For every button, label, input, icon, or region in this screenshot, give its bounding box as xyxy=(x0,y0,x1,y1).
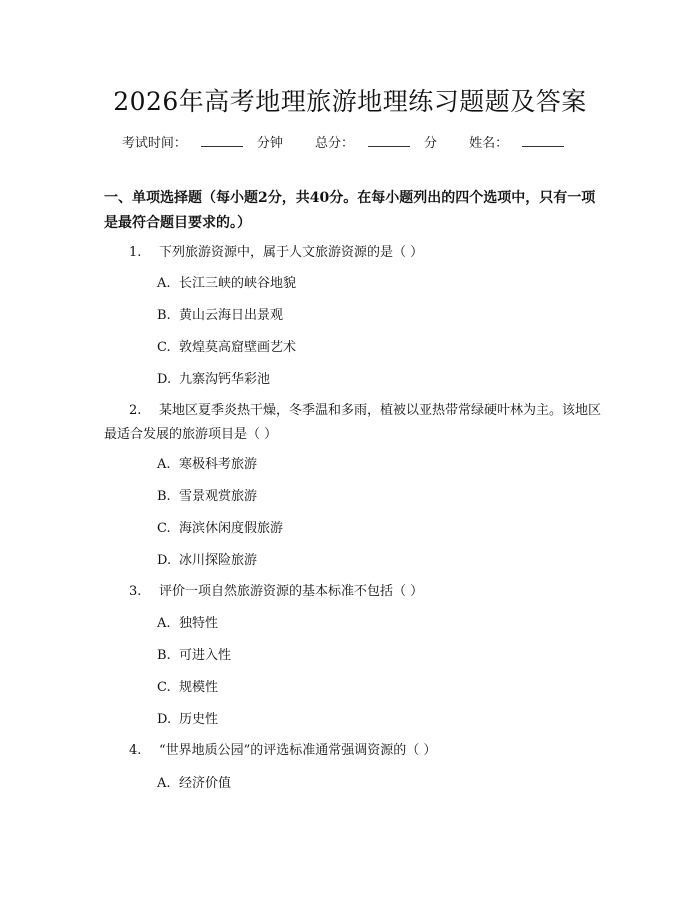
option-letter: D. xyxy=(157,553,172,568)
option-text: 雪景观赏旅游 xyxy=(179,489,258,504)
option-text: 经济价值 xyxy=(179,776,232,791)
question-text: “世界地质公园”的评选标准通常强调资源的（ ） xyxy=(159,743,437,758)
option-letter: C. xyxy=(157,680,171,695)
option-1c xyxy=(157,339,296,357)
question-number: 2. xyxy=(129,403,142,418)
option-2c xyxy=(157,520,283,538)
section-heading: 一、单项选择题（每小题2分，共40分。在每小题列出的四个选项中，只有一项是最符合题目要求的。） xyxy=(104,190,596,231)
option-letter: A. xyxy=(157,616,171,631)
option-3c xyxy=(157,679,218,697)
question-text: 下列旅游资源中，属于人文旅游资源的是（ ） xyxy=(159,245,424,260)
score-unit: 分 xyxy=(424,136,438,151)
option-text: 独特性 xyxy=(179,616,219,631)
option-letter: C. xyxy=(157,340,171,355)
time-blank xyxy=(201,134,243,147)
option-letter: D. xyxy=(157,712,172,727)
score-label: 总分： xyxy=(314,136,354,151)
option-letter: A. xyxy=(157,776,171,791)
time-unit: 分钟 xyxy=(256,136,283,151)
name-blank xyxy=(522,134,564,147)
option-letter: B. xyxy=(157,648,171,663)
option-text: 黄山云海日出景观 xyxy=(179,308,284,323)
question-1 xyxy=(104,241,604,265)
score-blank xyxy=(368,134,410,147)
question-2 xyxy=(104,399,604,447)
question-3 xyxy=(104,580,604,604)
option-letter: B. xyxy=(157,489,171,504)
option-2d xyxy=(157,552,257,570)
option-text: 海滨休闲度假旅游 xyxy=(179,521,284,536)
option-4a xyxy=(157,775,231,793)
question-text: 某地区夏季炎热干燥，冬季温和多雨，植被以亚热带常绿硬叶林为主。该地区最适合发展的旅游项目是（ ） xyxy=(104,403,602,442)
option-text: 长江三峡的峡谷地貌 xyxy=(179,276,297,291)
option-text: 可进入性 xyxy=(179,648,232,663)
option-letter: C. xyxy=(157,521,171,536)
exam-meta xyxy=(0,132,700,151)
option-text: 寒极科考旅游 xyxy=(179,457,258,472)
option-letter: A. xyxy=(157,457,171,472)
option-text: 冰川探险旅游 xyxy=(179,553,258,568)
option-text: 历史性 xyxy=(179,712,219,727)
time-label: 考试时间： xyxy=(121,136,187,151)
option-letter: B. xyxy=(157,308,171,323)
option-text: 规模性 xyxy=(179,680,219,695)
exam-name xyxy=(469,132,578,151)
question-text: 评价一项自然旅游资源的基本标准不包括（ ） xyxy=(159,584,424,599)
question-number: 4. xyxy=(129,743,142,758)
exam-score xyxy=(315,132,437,151)
option-2a xyxy=(157,456,257,474)
option-3d xyxy=(157,711,218,729)
exam-time xyxy=(122,132,283,151)
option-1b xyxy=(157,307,283,325)
option-1a xyxy=(157,275,296,293)
question-number: 1. xyxy=(129,245,142,260)
option-2b xyxy=(157,488,257,506)
option-3b xyxy=(157,647,231,665)
name-label: 姓名： xyxy=(469,136,509,151)
page-title: 2026年高考地理旅游地理练习题题及答案 xyxy=(113,87,587,116)
option-3a xyxy=(157,615,218,633)
option-letter: A. xyxy=(157,276,171,291)
question-4 xyxy=(104,739,604,763)
option-text: 敦煌莫高窟壁画艺术 xyxy=(179,340,297,355)
option-letter: D. xyxy=(157,372,172,387)
question-number: 3. xyxy=(129,584,142,599)
option-1d xyxy=(157,371,270,389)
option-text: 九寨沟钙华彩池 xyxy=(179,372,271,387)
